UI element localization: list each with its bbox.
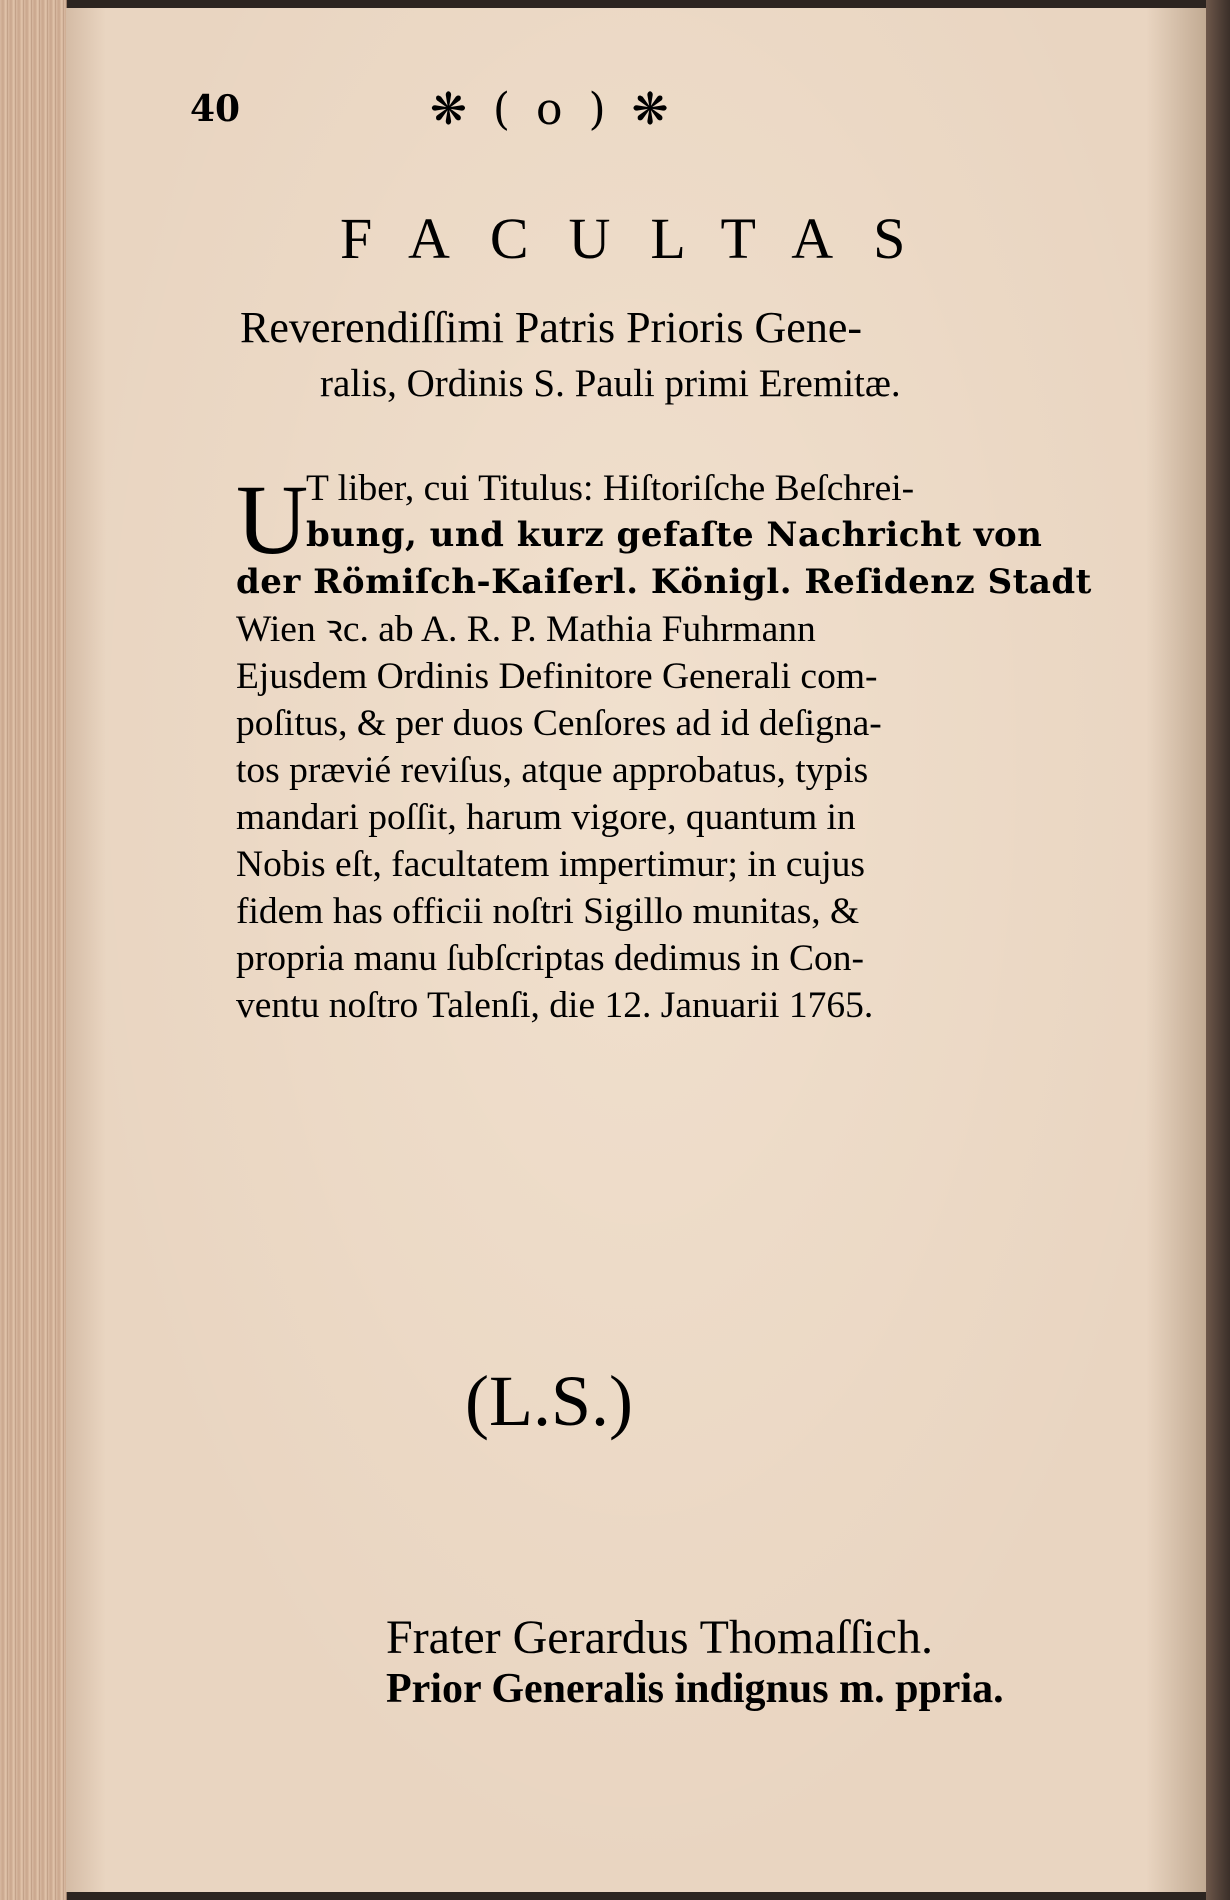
book-page-edges	[0, 0, 67, 1900]
body-line: tos prævié reviſus, atque approbatus, typis	[236, 750, 869, 791]
running-header	[190, 80, 890, 140]
body-line: Ejusdem Ordinis Definitore Generali com-	[236, 656, 878, 697]
body-line: mandari poſſit, harum vigore, quantum in	[236, 797, 856, 838]
subtitle-line-1: Reverendiſſimi Patris Prioris Gene-	[240, 303, 862, 352]
body-line: propria manu ſubſcriptas dedimus in Con-	[236, 938, 865, 979]
body-line: Wien ꝛc. ab A. R. P. Mathia Fuhrmann	[236, 609, 816, 650]
signature-title: Prior Generalis indignus m. ppria.	[386, 1666, 1004, 1712]
seal-mark: (L.S.)	[465, 1361, 633, 1441]
body-line: fidem has officii noſtri Sigillo munitas, &	[236, 891, 860, 932]
header-ornament: ❋ ( o ) ❋	[430, 84, 675, 135]
body-paragraph	[236, 465, 1136, 1029]
drop-cap: U	[236, 464, 309, 575]
body-line: Nobis eſt, facultatem impertimur; in cujus	[236, 844, 866, 885]
body-line: bung, und kurz gefaſte Nachricht von	[306, 515, 1043, 555]
subtitle	[240, 300, 1140, 412]
body-line: T liber, cui Titulus: Hiſtoriſche Beſchrei-	[306, 468, 915, 509]
page-number: 40	[190, 88, 241, 130]
subtitle-line-2: ralis, Ordinis S. Pauli primi Eremitæ.	[320, 362, 901, 405]
body-line: poſitus, & per duos Cenſores ad id deſigna-	[236, 703, 882, 744]
body-line: der Römiſch-Kaiſerl. Königl. Reſidenz Stadt	[236, 562, 1092, 602]
book-binding-edge	[1206, 0, 1230, 1900]
page-title: FACULTAS	[340, 206, 946, 271]
body-line: ventu noſtro Talenſi, die 12. Januarii 1765.	[236, 985, 874, 1026]
signature-name: Frater Gerardus Thomaſſich.	[386, 1611, 933, 1664]
